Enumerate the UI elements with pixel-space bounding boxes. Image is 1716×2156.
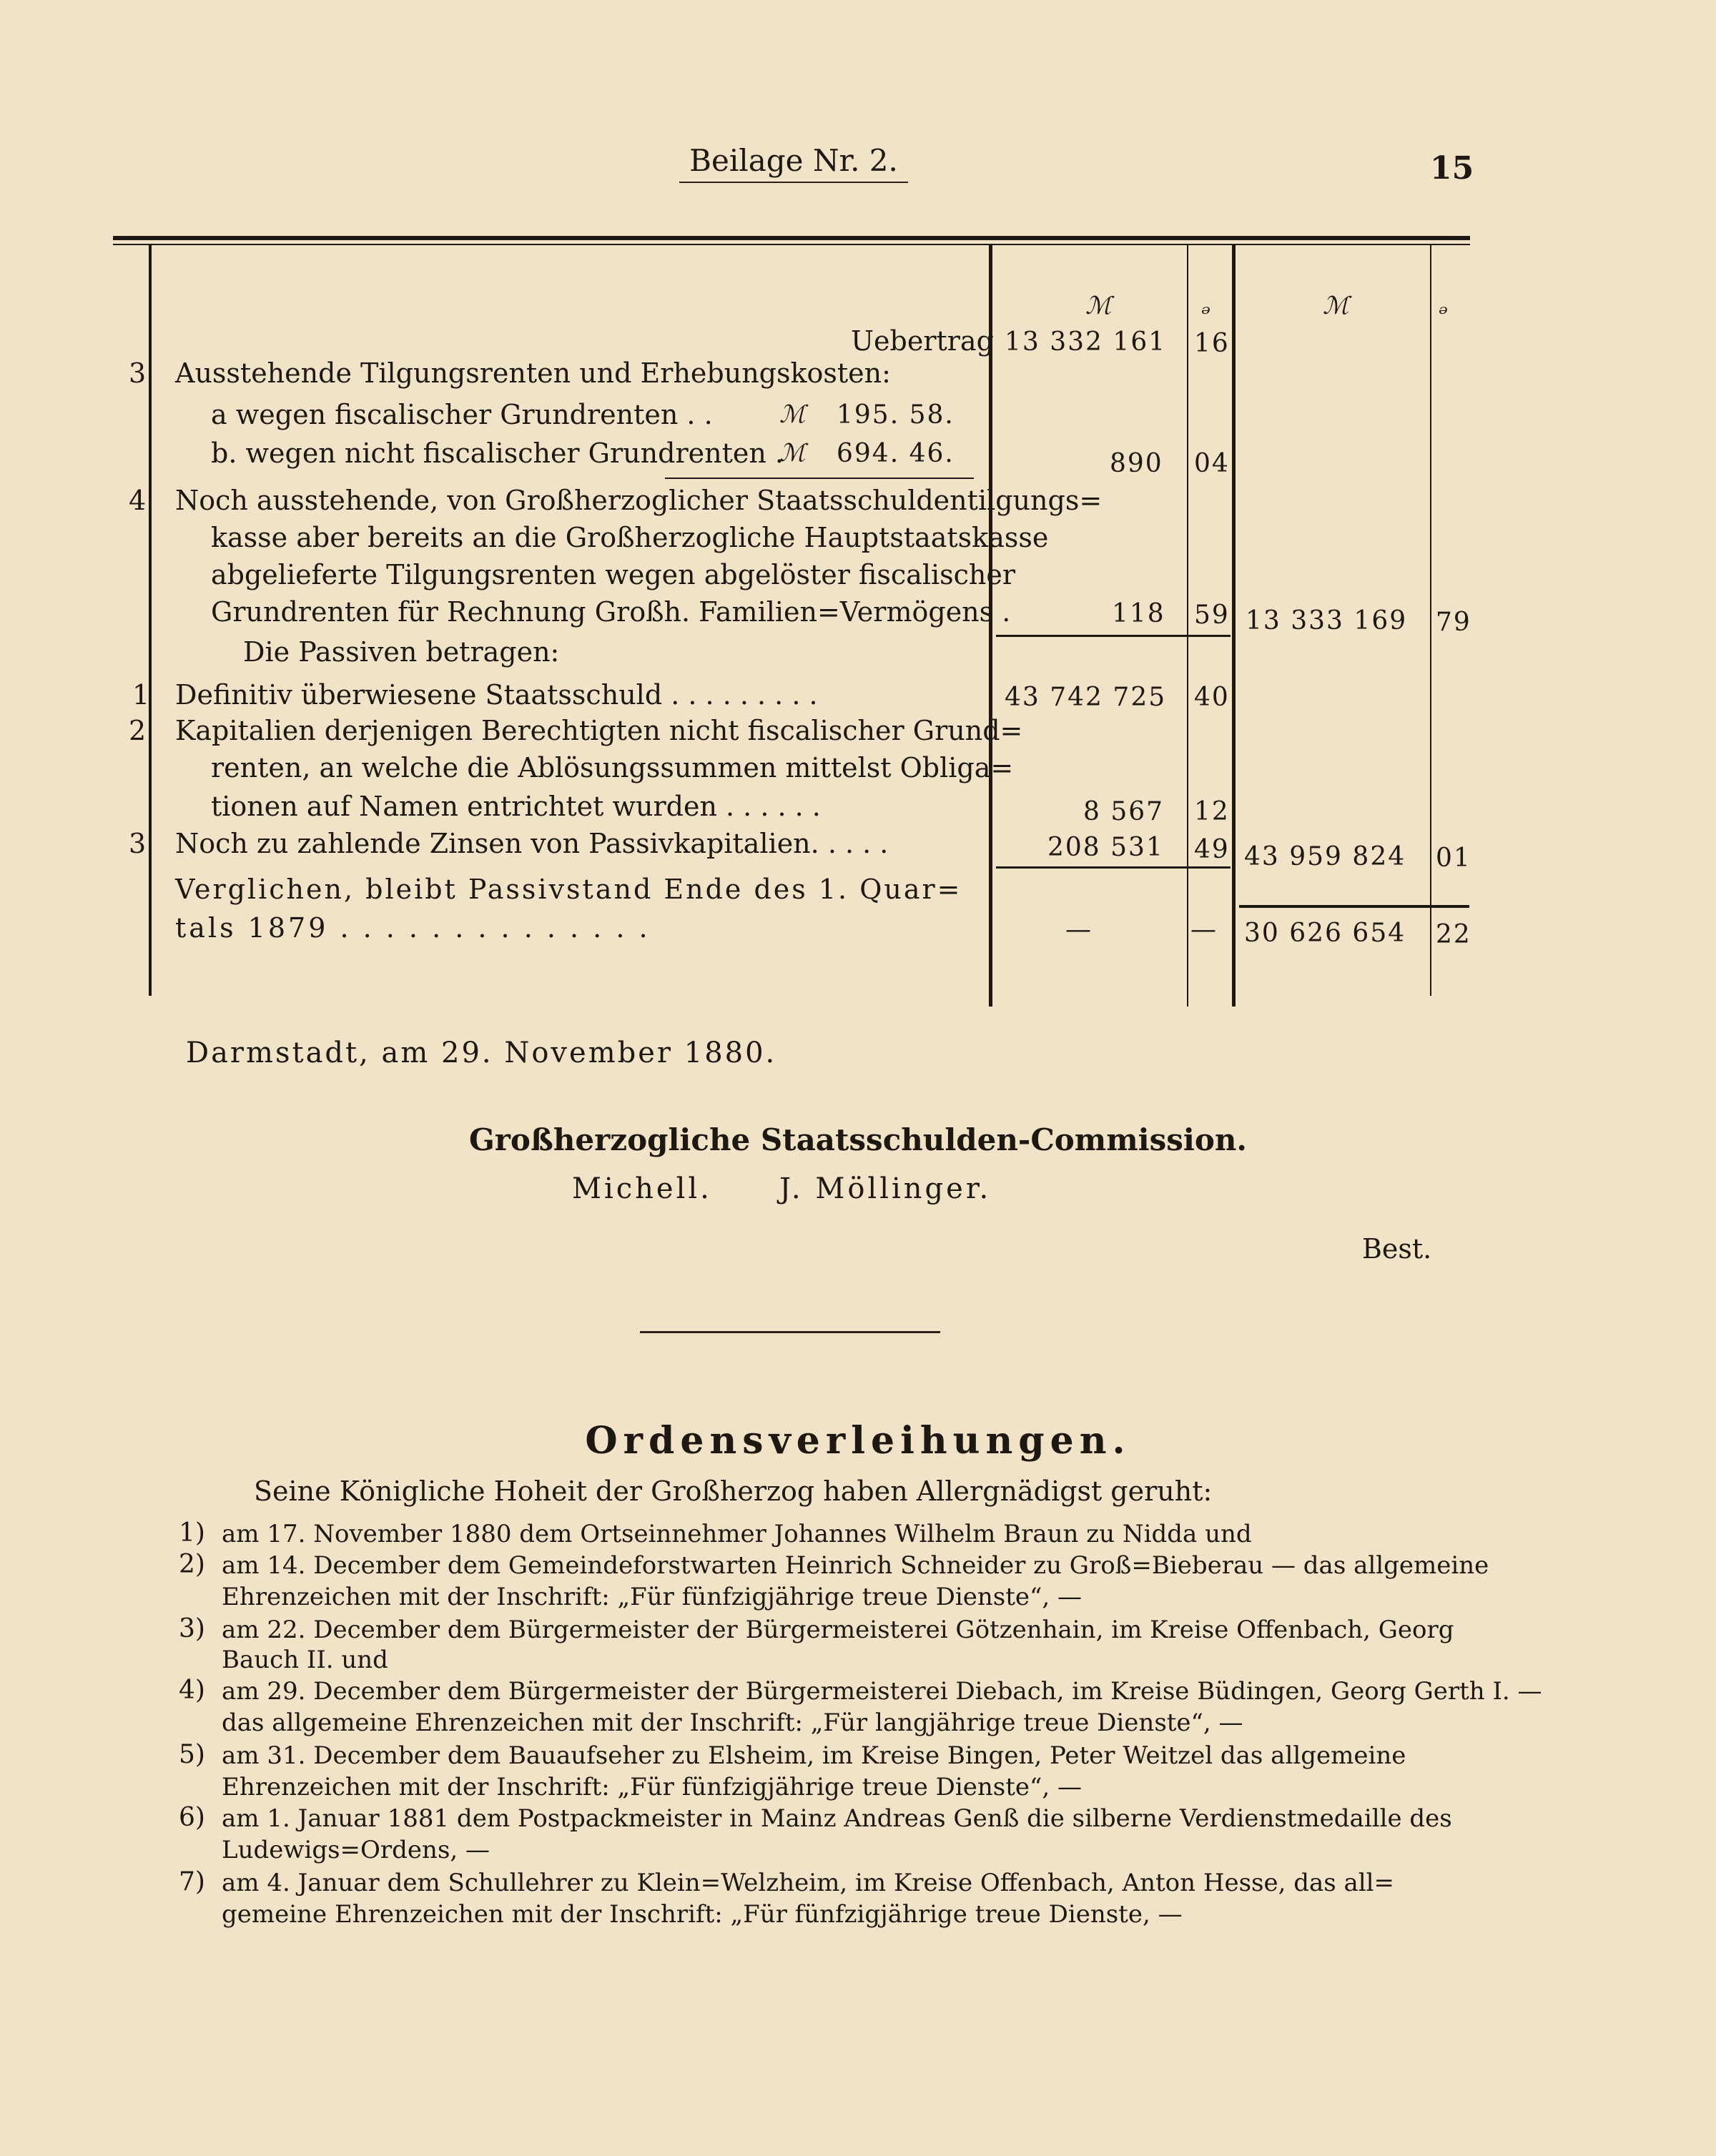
item3-a-amount: 195. 58. bbox=[837, 400, 955, 430]
order-item-line: Ludewigs=Ordens, — bbox=[222, 1836, 490, 1864]
passiva-1-number: 1 bbox=[132, 679, 150, 711]
subtotal-rule-1 bbox=[996, 635, 1231, 637]
item4-line: kasse aber bereits an die Großherzogliche Hauptstaatskasse bbox=[211, 522, 1049, 553]
order-item-line: Bauch II. und bbox=[222, 1646, 388, 1674]
place-date: Darmstadt, am 29. November 1880. bbox=[186, 1037, 777, 1069]
col-header-pf-2: ₔ bbox=[1439, 292, 1449, 320]
item4-number: 4 bbox=[129, 485, 147, 516]
table-top-rule bbox=[113, 236, 1470, 240]
commission-name: Großherzogliche Staatsschulden-Commission. bbox=[468, 1122, 1248, 1157]
order-item-number: 6) bbox=[179, 1803, 205, 1832]
col-header-pf-1: ₔ bbox=[1201, 292, 1211, 320]
order-item-line: das allgemeine Ehrenzeichen mit der Inschrift: „Für langjährige treue Dienste“, — bbox=[222, 1709, 1243, 1737]
order-item-number: 4) bbox=[179, 1676, 205, 1705]
item3-b-currency: ℳ bbox=[779, 439, 806, 468]
page-header-title: Beilage Nr. 2. bbox=[689, 143, 898, 178]
item4-line: Noch ausstehende, von Großherzoglicher Staatsschuldentilgungs= bbox=[175, 485, 1103, 516]
col-divider-pf2 bbox=[1430, 245, 1431, 996]
witness-mark: Best. bbox=[1362, 1233, 1432, 1265]
uebertrag-pf: 16 bbox=[1194, 329, 1230, 358]
col-divider-mark2 bbox=[1232, 245, 1236, 1007]
passiva-3-text: Noch zu zahlende Zinsen von Passivkapitalien. . . . . bbox=[175, 828, 889, 859]
balance-line: Verglichen, bleibt Passivstand Ende des 1. Quar= bbox=[175, 874, 962, 905]
section-separator bbox=[640, 1331, 940, 1333]
passiva-1-text: Definitiv überwiesene Staatsschuld . . . . . . . . . bbox=[175, 679, 818, 711]
col-header-mark-1: ℳ bbox=[1085, 292, 1112, 320]
passiva-2-line: renten, an welche die Ablösungssummen mittelst Obliga= bbox=[211, 752, 1014, 783]
col-header-mark-2: ℳ bbox=[1323, 292, 1349, 320]
order-item-number: 1) bbox=[179, 1518, 205, 1548]
passiva-2-number: 2 bbox=[129, 715, 147, 746]
item4-total-pf: 79 bbox=[1436, 608, 1471, 637]
order-item-line: am 22. December dem Bürgermeister der Bürgermeisterei Götzenhain, im Kreise Offenbach, Georg bbox=[222, 1616, 1454, 1644]
table-top-rule-thin bbox=[113, 244, 1470, 245]
passiva-heading: Die Passiven betragen: bbox=[243, 636, 560, 668]
item3-a-currency: ℳ bbox=[779, 400, 806, 429]
passiva-2-mark: 8 567 bbox=[1083, 797, 1165, 826]
item4-line: Grundrenten für Rechnung Großh. Familien=Vermögens . bbox=[211, 596, 1011, 628]
section-intro: Seine Königliche Hoheit der Großherzog haben Allergnädigst geruht: bbox=[254, 1475, 1213, 1507]
subtotal-rule-2 bbox=[996, 866, 1231, 869]
order-item-line: am 4. Januar dem Schullehrer zu Klein=Welzheim, im Kreise Offenbach, Anton Hesse, das all= bbox=[222, 1869, 1395, 1897]
signer-1: Michell. bbox=[572, 1172, 712, 1205]
order-item-line: am 17. November 1880 dem Ortseinnehmer Johannes Wilhelm Braun zu Nidda und bbox=[222, 1520, 1252, 1548]
item4-mark: 118 bbox=[1112, 599, 1165, 628]
order-item-line: Ehrenzeichen mit der Inschrift: „Für fünfzigjährige treue Dienste“, — bbox=[222, 1773, 1082, 1801]
table-left-border bbox=[149, 245, 152, 996]
col-divider-pf1 bbox=[1187, 245, 1188, 1007]
balance-line: tals 1879 . . . . . . . . . . . . . . bbox=[175, 912, 651, 944]
total-rule bbox=[1239, 905, 1469, 908]
page-number: 15 bbox=[1430, 150, 1474, 187]
item3-text: Ausstehende Tilgungsrenten und Erhebungskosten: bbox=[175, 357, 891, 389]
item3-pf: 04 bbox=[1194, 449, 1230, 478]
passiva-3-pf: 49 bbox=[1194, 835, 1230, 864]
passiva-2-line: Kapitalien derjenigen Berechtigten nicht fiscalischer Grund= bbox=[175, 715, 1023, 746]
passiva-3-number: 3 bbox=[129, 828, 147, 859]
signer-2: J. Möllinger. bbox=[779, 1172, 992, 1205]
passiva-2-line: tionen auf Namen entrichtet wurden . . . . . . bbox=[211, 791, 821, 822]
uebertrag-mark: 13 332 161 bbox=[1005, 327, 1167, 357]
section-title: Ordensverleihungen. bbox=[585, 1419, 1131, 1463]
passiva-3-total-mark: 43 959 824 bbox=[1244, 842, 1406, 871]
order-item-line: gemeine Ehrenzeichen mit der Inschrift: „Für fünfzigjährige treue Dienste, — bbox=[222, 1900, 1183, 1929]
item4-total-mark: 13 333 169 bbox=[1246, 606, 1408, 636]
item4-line: abgelieferte Tilgungsrenten wegen abgelöster fiscalischer bbox=[211, 559, 1016, 590]
order-item-number: 2) bbox=[179, 1550, 205, 1579]
passiva-1-mark: 43 742 725 bbox=[1005, 683, 1167, 712]
order-item-number: 3) bbox=[179, 1614, 205, 1643]
item3-b-text: b. wegen nicht fiscalischer Grundrenten . bbox=[211, 437, 784, 469]
order-item-line: am 29. December dem Bürgermeister der Bürgermeisterei Diebach, im Kreise Büdingen, Georg Gerth I. — bbox=[222, 1677, 1542, 1706]
order-item-line: am 14. December dem Gemeindeforstwarten Heinrich Schneider zu Groß=Bieberau — das allgemeine bbox=[222, 1551, 1489, 1580]
header-underline bbox=[679, 182, 908, 183]
balance-pf-dash: — bbox=[1190, 915, 1218, 944]
passiva-1-pf: 40 bbox=[1194, 683, 1230, 712]
items-underline bbox=[665, 478, 974, 479]
item3-a-text: a wegen fiscalischer Grundrenten . . bbox=[211, 399, 713, 430]
balance-mark-dash: — bbox=[1065, 915, 1093, 944]
order-item-line: am 1. Januar 1881 dem Postpackmeister in Mainz Andreas Genß die silberne Verdienstmedaille des bbox=[222, 1804, 1452, 1833]
item3-mark: 890 bbox=[1110, 449, 1163, 478]
balance-total-mark: 30 626 654 bbox=[1244, 919, 1406, 948]
order-item-line: am 31. December dem Bauaufseher zu Elsheim, im Kreise Bingen, Peter Weitzel das allgemeine bbox=[222, 1741, 1406, 1770]
order-item-number: 7) bbox=[179, 1867, 205, 1897]
passiva-2-pf: 12 bbox=[1194, 797, 1230, 826]
order-item-line: Ehrenzeichen mit der Inschrift: „Für fünfzigjährige treue Dienste“, — bbox=[222, 1583, 1082, 1611]
item3-b-amount: 694. 46. bbox=[837, 439, 955, 468]
passiva-3-total-pf: 01 bbox=[1436, 844, 1471, 873]
passiva-3-mark: 208 531 bbox=[1047, 833, 1164, 862]
item3-number: 3 bbox=[129, 357, 147, 389]
order-item-number: 5) bbox=[179, 1740, 205, 1769]
balance-total-pf: 22 bbox=[1436, 920, 1471, 949]
item4-pf: 59 bbox=[1194, 600, 1230, 630]
uebertrag-label: Uebertrag bbox=[851, 325, 994, 357]
